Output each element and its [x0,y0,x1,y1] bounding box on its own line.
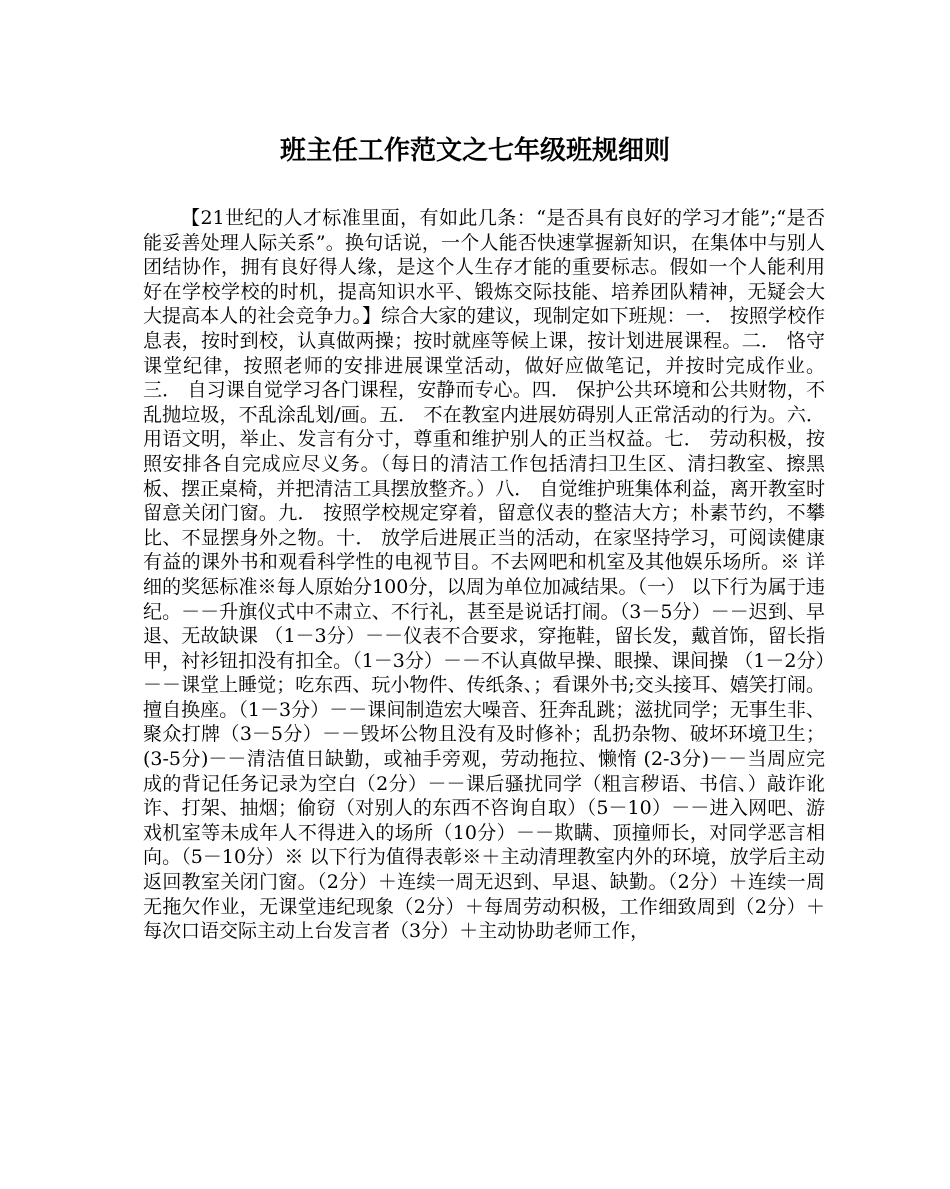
body-paragraph: 【21世纪的人才标准里面，有如此几条：“是否具有良好的学习才能”;“是否能妥善处理人际关系”。换句话说，一个人能否快速掌握新知识，在集体中与别人团结协作，拥有良好得人缘，是这个人生存才能的重要标志。假如一个人能利用好在学校学校的时机，提高知识水平、锻炼交际技能、培养团队精神，无疑会大大提高本人的社会竞争力。】综合大家的建议，现制定如下班规：一． 按照学校作息表，按时到校，认真做两操；按时就座等候上课，按计划进展课程。二． 恪守课堂纪律，按照老师的安排进展课堂活动，做好应做笔记，并按时完成作业。三． 自习课自觉学习各门课程，安静而专心。四． 保护公共环境和公共财物，不乱抛垃圾，不乱涂乱划/画。五． 不在教室内进展妨碍别人正常活动的行为。六． 用语文明，举止、发言有分寸，尊重和维护别人的正当权益。七． 劳动积极，按照安排各自完成应尽义务。（每日的清洁工作包括清扫卫生区、清扫教室、擦黑板、摆正桌椅，并把清洁工具摆放整齐。）八． 自觉维护班集体利益，离开教室时留意关闭门窗。九． 按照学校规定穿着，留意仪表的整洁大方；朴素节约，不攀比、不显摆身外之物。十． 放学后进展正当的活动，在家坚持学习，可阅读健康有益的课外书和观看科学性的电视节目。不去网吧和机室及其他娱乐场所。※ 详细的奖惩标准※每人原始分100分，以周为单位加减结果。（一） 以下行为属于违纪。－－升旗仪式中不肃立、不行礼，甚至是说话打闹。（3－5分）－－迟到、早退、无故缺课 （1－3分）－－仪表不合要求，穿拖鞋，留长发，戴首饰，留长指甲，衬衫钮扣没有扣全。（1－3分）－－不认真做早操、眼操、课间操 （1－2分）－－课堂上睡觉；吃东西、玩小物件、传纸条、；看课外书;交头接耳、嬉笑打闹。擅自换座。（1－3分）－－课间制造宏大噪音、狂奔乱跳；滋扰同学；无事生非、聚众打牌（3－5分）－－毁坏公物且没有及时修补；乱扔杂物、破坏环境卫生； (3-5分)－－清洁值日缺勤，或袖手旁观，劳动拖拉、懒惰 (2-3分)－－当周应完成的背记任务记录为空白（2分）－－课后骚扰同学（粗言秽语、书信、）敲诈讹诈、打架、抽烟；偷窃（对别人的东西不咨询自取）（5－10）－－进入网吧、游戏机室等未成年人不得进入的场所（10分）－－欺瞒、顶撞师长，对同学恶言相向。（5－10分）※ 以下行为值得表彰※＋主动清理教室内外的环境，放学后主动返回教室关闭门窗。（2分）＋连续一周无迟到、早退、缺勤。（2分）＋连续一周无拖欠作业，无课堂违纪现象（2分）＋每周劳动积极，工作细致周到（2分）＋每次口语交际主动上台发言者（3分）＋主动协助老师工作， [143,207,825,943]
page-title: 班主任工作范文之七年级班规细则 [279,136,670,166]
